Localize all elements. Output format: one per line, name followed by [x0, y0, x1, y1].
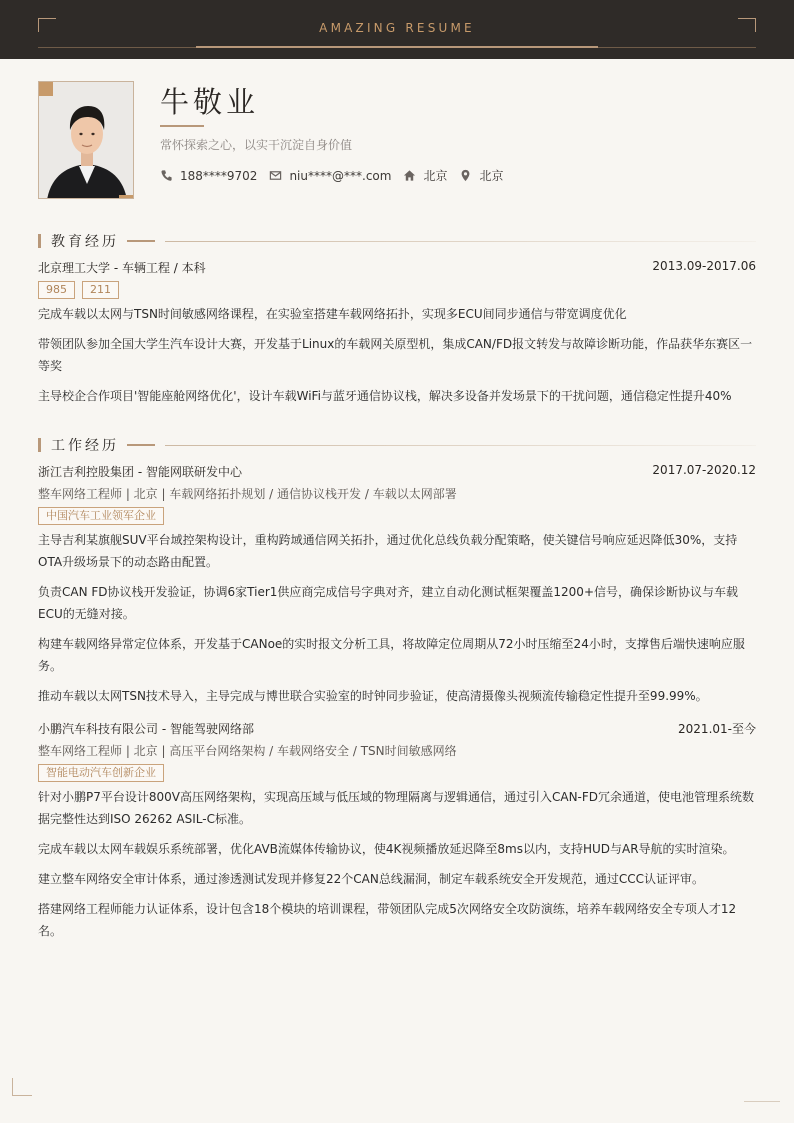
header-divider-accent [196, 46, 598, 48]
phone-icon [160, 169, 173, 182]
photo-corner-accent-bottom [119, 195, 133, 198]
section-marker [38, 234, 41, 248]
work-item: 构建车载网络异常定位体系，开发基于CANoe的实时报文分析工具，将故障定位周期从72小时压缩至24小时，支撑售后端快速响应服务。 [38, 637, 745, 673]
education-item: 带领团队参加全国大学生汽车设计大赛，开发基于Linux的车载网关原型机，集成CAN/FD报文转发与故障诊断功能，作品获华东赛区一等奖 [38, 337, 753, 373]
contact-location [459, 167, 503, 184]
tag-badge: 智能电动汽车创新企业 [38, 764, 164, 782]
work-item: 搭建网络工程师能力认证体系，设计包含18个模块的培训课程，带领团队完成5次网络安全攻防演练，培养车载网络安全专项人才12名。 [38, 902, 737, 938]
candidate-name: 牛敬业 [160, 85, 260, 119]
tag-badge: 中国汽车工业领军企业 [38, 507, 164, 525]
corner-ornament-right [738, 18, 756, 32]
section-title-work [38, 435, 756, 455]
contact-hometown [403, 167, 447, 184]
work-tags [38, 507, 171, 525]
contact-phone [160, 169, 257, 183]
profile-photo [38, 81, 134, 199]
company-name: 浙江吉利控股集团 - 智能网联研发中心 [38, 465, 242, 479]
company-name: 小鹏汽车科技有限公司 - 智能驾驶网络部 [38, 722, 254, 736]
motto: 常怀探索之心，以实干沉淀自身价值 [160, 138, 353, 152]
portrait-image [39, 82, 134, 199]
education-period: 2013.09-2017.06 [652, 259, 756, 273]
education-tags [38, 281, 126, 299]
section-heading: 工作经历 [51, 438, 119, 454]
education-entry-header [38, 259, 756, 276]
contact-email [269, 169, 391, 183]
education-item: 主导校企合作项目'智能座舱网络优化'，设计车载WiFi与蓝牙通信协议栈，解决多设备并发场景下的干扰问题，通信稳定性提升40% [38, 389, 732, 403]
section-marker [38, 438, 41, 452]
work-item: 负责CAN FD协议栈开发验证，协调6家Tier1供应商完成信号字典对齐，建立自动化测试框架覆盖1200+信号，确保诊断协议与车载ECU的无缝对接。 [38, 585, 739, 621]
name-underline [160, 125, 204, 127]
mail-icon [269, 169, 282, 182]
work-item: 针对小鹏P7平台设计800V高压网络架构，实现高压域与低压域的物理隔离与逻辑通信，通过引入CAN-FD冗余通道，使电池管理系统数据完整性达到ISO 26262 ASIL-C标准。 [38, 790, 755, 826]
work-entry-header [38, 463, 756, 480]
work-role: 整车网络工程师 | 北京 | 车载网络拓扑规划 / 通信协议栈开发 / 车载以太网部署 [38, 487, 457, 501]
work-item: 主导吉利某旗舰SUV平台域控架构设计，重构跨域通信网关拓扑，通过优化总线负载分配策略，使关键信号响应延迟降低30%，支持OTA升级场景下的动态路由配置。 [38, 533, 738, 569]
phone-number: 188****9702 [180, 168, 258, 183]
email-address: niu****@***.com [289, 168, 392, 183]
header-bar [0, 0, 794, 59]
tag-badge: 211 [82, 281, 119, 299]
section-divider [165, 445, 756, 446]
section-heading: 教育经历 [51, 234, 119, 250]
work-item: 建立整车网络安全审计体系，通过渗透测试发现并修复22个CAN总线漏洞，制定车载系统安全开发规范，通过CCC认证评审。 [38, 872, 704, 886]
work-item: 完成车载以太网车载娱乐系统部署，优化AVB流媒体传输协议，使4K视频播放延迟降至8ms以内，支持HUD与AR导航的实时渲染。 [38, 842, 735, 856]
section-divider [165, 241, 756, 242]
footer-rule [744, 1101, 780, 1102]
section-dash [127, 240, 155, 242]
photo-corner-accent [39, 82, 53, 96]
section-dash [127, 444, 155, 446]
education-item: 完成车载以太网与TSN时间敏感网络课程，在实验室搭建车载网络拓扑，实现多ECU间同步通信与带宽调度优化 [38, 307, 627, 321]
location-pin-icon [459, 169, 472, 182]
work-role: 整车网络工程师 | 北京 | 高压平台网络架构 / 车载网络安全 / TSN时间敏感网络 [38, 744, 457, 758]
school-name: 北京理工大学 - 车辆工程 / 本科 [38, 261, 206, 275]
corner-ornament-bottom-left [12, 1078, 32, 1096]
work-tags [38, 764, 171, 782]
hometown: 北京 [423, 169, 448, 183]
work-entry-header [38, 720, 756, 737]
location: 北京 [479, 169, 504, 183]
home-icon [403, 169, 416, 182]
tag-badge: 985 [38, 281, 75, 299]
contact-row [160, 167, 515, 184]
brand-title: AMAZING RESUME [319, 21, 475, 35]
section-title-education [38, 231, 756, 251]
work-item: 推动车载以太网TSN技术导入，主导完成与博世联合实验室的时钟同步验证，使高清摄像头视频流传输稳定性提升至99.99%。 [38, 689, 708, 703]
work-period: 2021.01-至今 [678, 722, 756, 736]
work-period: 2017.07-2020.12 [652, 463, 756, 477]
